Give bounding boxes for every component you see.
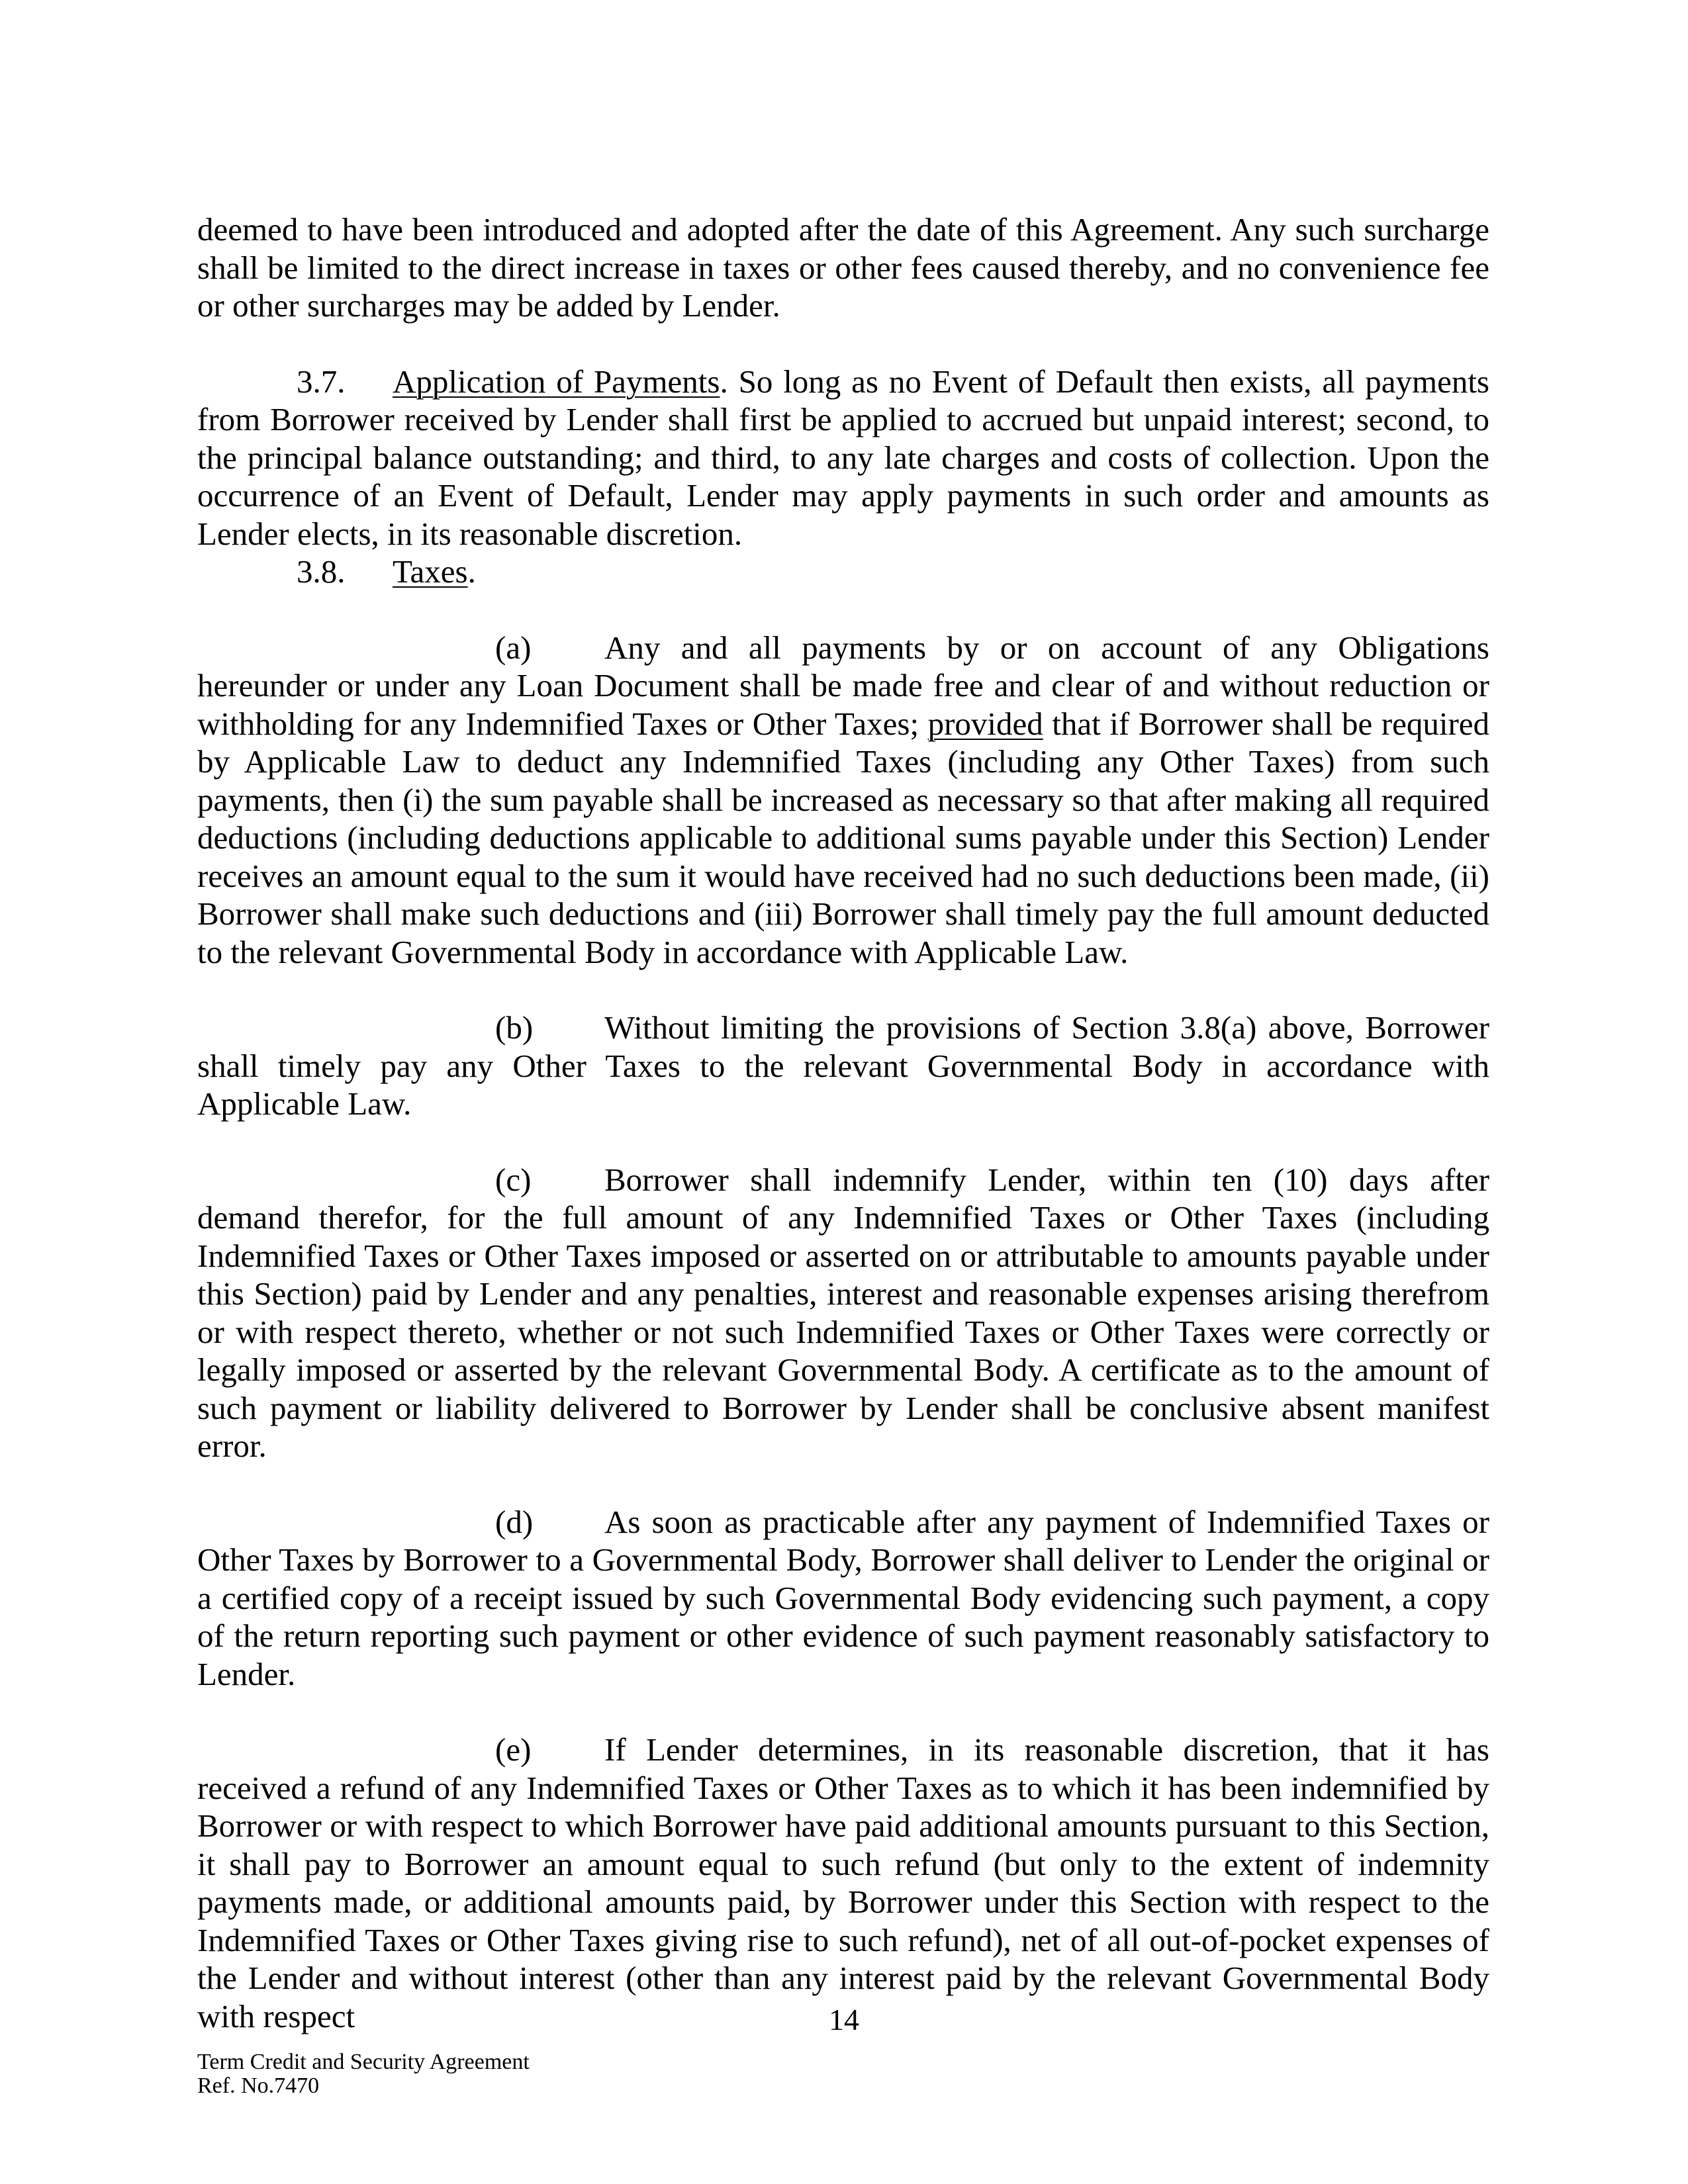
subsection-c-paragraph bbox=[197, 1161, 1489, 1465]
subsection-c-label: (c) bbox=[495, 1161, 532, 1198]
section-3-7-paragraph bbox=[197, 363, 1489, 553]
section-3-8-heading-period: . bbox=[467, 553, 476, 590]
subsection-e-paragraph bbox=[197, 1731, 1489, 2035]
continuation-paragraph: deemed to have been introduced and adopted after the date of this Agreement. Any such surcharge shall be limited to the direct increase in taxes or other fees caused thereby, and no convenience fee or other surcharges may be added by Lender. bbox=[197, 211, 1489, 324]
section-3-8-number: 3.8. bbox=[297, 553, 346, 590]
section-3-8-heading: Taxes bbox=[393, 553, 468, 590]
subsection-c-text: Borrower shall indemnify Lender, within ten (10) days after demand therefor, for the full amount of any Indemnified Taxes or Other Taxes (including Indemnified Taxes or Other Taxes imposed or asserted on or attributable to amounts payable under this Section) paid by Lender and any penalties, interest and reasonable expenses arising therefrom or with respect thereto, whether or not such Indemnified Taxes or Other Taxes were correctly or legally imposed or asserted by the relevant Governmental Body. A certificate as to the amount of such payment or liability delivered to Borrower by Lender shall be conclusive absent manifest error. bbox=[197, 1161, 1489, 1464]
subsection-a-paragraph bbox=[197, 629, 1489, 972]
provided-term: provided bbox=[927, 705, 1043, 742]
footer-ref: Ref. No.7470 bbox=[197, 2073, 320, 2098]
subsection-e-text: If Lender determines, in its reasonable discretion, that it has received a refund of any Indemnified Taxes or Other Taxes as to which it has been indemnified by Borrower or with respect to which Borrower have paid additional amounts pursuant to this Section, it shall pay to Borrower an amount equal to such refund (but only to the extent of indemnity payments made, or additional amounts paid, by Borrower under this Section with respect to the Indemnified Taxes or Other Taxes giving rise to such refund), net of all out-of-pocket expenses of the Lender and without interest (other than any interest paid by the relevant Governmental Body with respect bbox=[197, 1731, 1489, 2034]
section-3-7-heading: Application of Payments bbox=[393, 363, 720, 400]
section-3-8-heading-line bbox=[197, 553, 1489, 591]
section-3-7-number: 3.7. bbox=[297, 363, 346, 400]
subsection-b-paragraph bbox=[197, 1009, 1489, 1123]
subsection-b-text: Without limiting the provisions of Section 3.8(a) above, Borrower shall timely pay any Other Taxes to the relevant Governmental Body in accordance with Applicable Law. bbox=[197, 1009, 1489, 1122]
page-number: 14 bbox=[829, 2003, 859, 2036]
footer bbox=[197, 2050, 530, 2098]
section-3-7-text: So long as no Event of Default then exists, all payments from Borrower received by Lender shall first be applied to accrued but unpaid interest; second, to the principal balance outstanding; and third, to any late charges and costs of collection. Upon the occurrence of an Event of Default, Lender may apply payments in such order and amounts as Lender elects, in its reasonable discretion. bbox=[197, 363, 1490, 552]
footer-title: Term Credit and Security Agreement bbox=[197, 2050, 530, 2074]
body-text bbox=[197, 210, 1489, 2035]
subsection-a-text-after: that if Borrower shall be required by Applicable Law to deduct any Indemnified Taxes (including any Other Taxes) from such payments, then (i) the sum payable shall be increased as necessary so that after making all required deductions (including deductions applicable to additional sums payable under this Section) Lender receives an amount equal to the sum it would have received had no such deductions been made, (ii) Borrower shall make such deductions and (iii) Borrower shall timely pay the full amount deducted to the relevant Governmental Body in accordance with Applicable Law. bbox=[197, 705, 1490, 970]
subsection-d-text: As soon as practicable after any payment of Indemnified Taxes or Other Taxes by Borrower to a Governmental Body, Borrower shall deliver to Lender the original or a certified copy of a receipt issued by such Governmental Body evidencing such payment, a copy of the return reporting such payment or other evidence of such payment reasonably satisfactory to Lender. bbox=[197, 1503, 1489, 1692]
subsection-b-label: (b) bbox=[495, 1009, 534, 1046]
subsection-a-label: (a) bbox=[495, 629, 532, 666]
subsection-d-paragraph bbox=[197, 1503, 1489, 1694]
subsection-a-text-before: Any and all payments by or on account of any Obligations hereunder or under any Loan Document shall be made free and clear of and without reduction or withholding for any Indemnified Taxes or Other Taxes; bbox=[197, 629, 1489, 742]
subsection-d-label: (d) bbox=[495, 1503, 534, 1540]
section-3-7-heading-period: . bbox=[720, 363, 728, 400]
subsection-e-label: (e) bbox=[495, 1731, 532, 1768]
